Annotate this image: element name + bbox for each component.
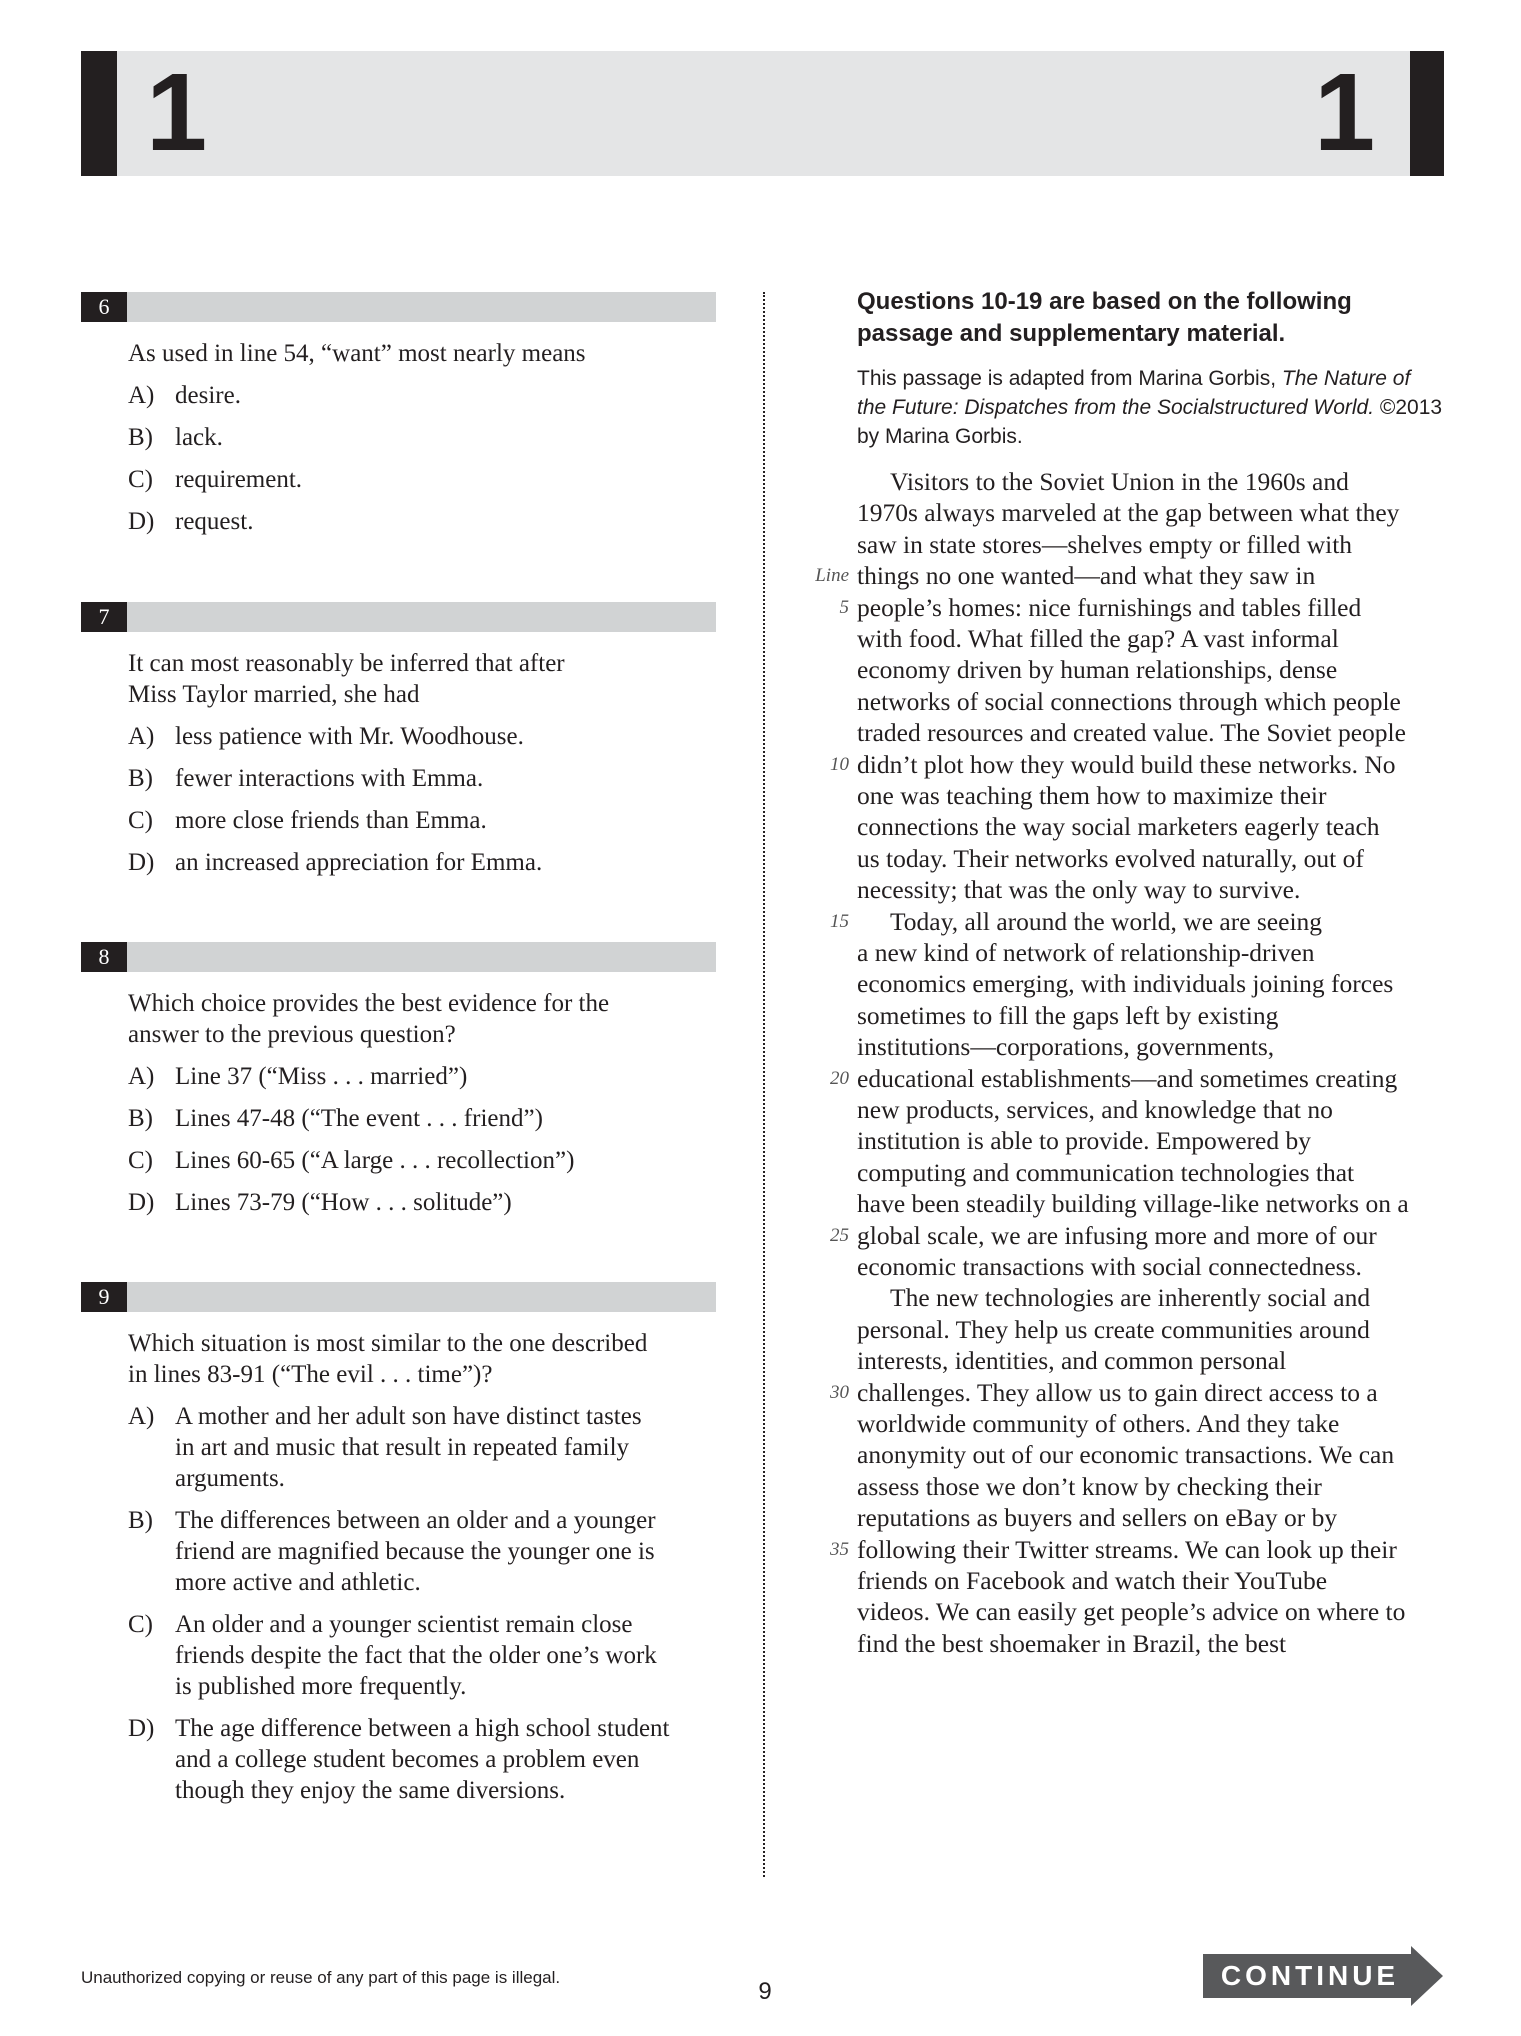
passage-line: institution is able to provide. Empowered by (857, 1126, 1311, 1156)
option-letter: B) (128, 765, 153, 792)
option-text: fewer interactions with Emma. (175, 765, 484, 792)
question-6-bar (81, 292, 716, 322)
option-line: friend are magnified because the younger one is (175, 1538, 655, 1565)
passage-line: friends on Facebook and watch their YouTube (857, 1566, 1328, 1595)
stem-line: Which choice provides the best evidence for the (128, 990, 610, 1017)
question-7-bar (81, 602, 716, 632)
question-9-option-c[interactable] (128, 1609, 728, 1702)
passage-line: economics emerging, with individuals joining forces (857, 969, 1394, 999)
stem-line: in lines 83-91 (“The evil . . . time”)? (128, 1361, 493, 1388)
passage-line: sometimes to fill the gaps left by existing (857, 1000, 1279, 1030)
passage-line: necessity; that was the only way to survive. (857, 875, 1301, 905)
passage-line: traded resources and created value. The Soviet people (857, 718, 1406, 748)
passage-line: connections the way social marketers eagerly teach (857, 812, 1380, 842)
passage-line: reputations as buyers and sellers on eBay or by (857, 1503, 1338, 1533)
passage-line: videos. We can easily get people’s advice on where to (857, 1597, 1406, 1627)
question-7-stem (128, 648, 728, 710)
passage-line: have been steadily building village-like networks on a (857, 1189, 1409, 1219)
line-number: 5 (839, 596, 849, 618)
option-line: The age difference between a high school student (175, 1715, 670, 1742)
option-line: more active and athletic. (175, 1569, 421, 1596)
option-text: requirement. (175, 466, 303, 493)
option-letter: A) (128, 1403, 155, 1430)
option-letter: D) (128, 508, 155, 535)
option-letter: A) (128, 1063, 155, 1090)
line-number: 10 (830, 753, 849, 775)
question-7-option-c[interactable] (128, 805, 728, 836)
source-text: ©2013 (1374, 396, 1443, 419)
question-8-option-a[interactable] (128, 1061, 728, 1092)
option-line: though they enjoy the same diversions. (175, 1777, 566, 1804)
option-letter: C) (128, 807, 153, 834)
question-9-bar (81, 1282, 716, 1312)
option-text: Lines 73-79 (“How . . . solitude”) (175, 1189, 512, 1216)
option-line: arguments. (175, 1465, 285, 1492)
option-text: Lines 60-65 (“A large . . . recollection”) (175, 1147, 575, 1174)
source-text: by Marina Gorbis. (857, 425, 1023, 448)
option-letter: D) (128, 1189, 155, 1216)
question-number: 6 (81, 292, 127, 322)
continue-label: CONTINUE (1220, 1960, 1400, 1991)
passage-line: people’s homes: nice furnishings and tables filled (857, 592, 1362, 622)
question-number: 9 (81, 1282, 127, 1312)
page-number: 9 (758, 1978, 772, 2005)
option-text: Line 37 (“Miss . . . married”) (175, 1063, 468, 1090)
passage-line: saw in state stores—shelves empty or filled with (857, 529, 1353, 559)
option-text: desire. (175, 382, 241, 409)
question-9-option-a[interactable] (128, 1401, 728, 1494)
question-7-option-b[interactable] (128, 763, 728, 794)
option-text: less patience with Mr. Woodhouse. (175, 723, 524, 750)
passage-line: 1970s always marveled at the gap between what they (857, 498, 1400, 528)
header-bar-right (1410, 51, 1444, 176)
option-letter: D) (128, 849, 155, 876)
line-number: 35 (830, 1538, 849, 1560)
question-8-option-d[interactable] (128, 1187, 728, 1218)
question-8-bar (81, 942, 716, 972)
question-7-option-d[interactable] (128, 847, 728, 878)
question-9-option-b[interactable] (128, 1505, 728, 1598)
copyright-note: Unauthorized copying or reuse of any part of this page is illegal. (81, 1968, 561, 1987)
passage-line: challenges. They allow us to gain direct access to a (857, 1377, 1378, 1407)
column-divider (763, 292, 765, 1877)
section-number-left: 1 (146, 51, 208, 174)
option-line: and a college student becomes a problem even (175, 1746, 640, 1773)
source-text: This passage is adapted from Marina Gorbis, (857, 367, 1282, 390)
option-letter: C) (128, 1611, 153, 1638)
passage-line: things no one wanted—and what they saw in (857, 561, 1316, 591)
passage-line: The new technologies are inherently social and (890, 1283, 1371, 1313)
option-text: an increased appreciation for Emma. (175, 849, 543, 876)
option-text: Lines 47-48 (“The event . . . friend”) (175, 1105, 543, 1132)
line-number: 20 (830, 1067, 849, 1089)
option-letter: A) (128, 723, 155, 750)
passage-line: networks of social connections through which people (857, 686, 1401, 716)
question-number: 7 (81, 602, 127, 632)
question-7-option-a[interactable] (128, 721, 728, 752)
passage-intro (857, 286, 1457, 350)
option-text: more close friends than Emma. (175, 807, 487, 834)
option-text: lack. (175, 424, 223, 451)
passage-line: global scale, we are infusing more and more of our (857, 1220, 1377, 1250)
passage-line: new products, services, and knowledge that no (857, 1095, 1333, 1124)
stem-line: answer to the previous question? (128, 1021, 456, 1048)
option-line: An older and a younger scientist remain close (175, 1611, 633, 1638)
option-letter: D) (128, 1715, 155, 1742)
passage-line: educational establishments—and sometimes creating (857, 1063, 1398, 1093)
passage-line: computing and communication technologies that (857, 1157, 1355, 1187)
passage-line: economy driven by human relationships, dense (857, 655, 1338, 685)
question-6-option-d[interactable] (128, 506, 728, 537)
question-8-option-b[interactable] (128, 1103, 728, 1134)
question-6-option-c[interactable] (128, 464, 728, 495)
passage-line: didn’t plot how they would build these networks. No (857, 749, 1396, 779)
option-letter: C) (128, 466, 153, 493)
option-line: is published more frequently. (175, 1673, 467, 1700)
option-text (175, 1713, 728, 1806)
passage-line: institutions—corporations, governments, (857, 1032, 1275, 1062)
passage-line: anonymity out of our economic transactions. We can (857, 1440, 1395, 1470)
stem-line: It can most reasonably be inferred that after (128, 650, 565, 677)
line-label: Line (815, 565, 849, 587)
stem-line: Miss Taylor married, she had (128, 681, 420, 708)
question-8-stem (128, 988, 728, 1050)
passage-source (857, 364, 1447, 451)
option-text (175, 1401, 728, 1494)
passage-line: worldwide community of others. And they take (857, 1409, 1340, 1438)
passage-line: a new kind of network of relationship-driven (857, 938, 1315, 967)
option-letter: B) (128, 424, 153, 451)
passage-line: assess those we don’t know by checking their (857, 1471, 1322, 1501)
passage-line: interests, identities, and common personal (857, 1346, 1287, 1376)
option-line: A mother and her adult son have distinct tastes (175, 1403, 642, 1430)
passage-line: following their Twitter streams. We can look up their (857, 1534, 1397, 1564)
passage-line: with food. What filled the gap? A vast informal (857, 624, 1339, 653)
section-header-band (81, 51, 1444, 176)
source-title: the Future: Dispatches from the Socialstructured World. (857, 396, 1375, 419)
passage-line: us today. Their networks evolved naturally, out of (857, 843, 1364, 873)
passage-line: one was teaching them how to maximize their (857, 781, 1327, 810)
question-6-option-a[interactable] (128, 380, 728, 411)
intro-line: passage and supplementary material. (857, 320, 1286, 347)
option-line: The differences between an older and a younger (175, 1507, 656, 1534)
question-8-option-c[interactable] (128, 1145, 728, 1176)
option-letter: B) (128, 1105, 153, 1132)
question-9-stem (128, 1328, 728, 1390)
passage-line: personal. They help us create communities around (857, 1314, 1370, 1344)
header-bar-left (81, 51, 117, 176)
option-line: friends despite the fact that the older one’s work (175, 1642, 657, 1669)
passage-line: find the best shoemaker in Brazil, the best (857, 1628, 1287, 1658)
passage-line: economic transactions with social connectedness. (857, 1252, 1362, 1281)
option-text (175, 1505, 728, 1598)
option-text: request. (175, 508, 254, 535)
passage-line: Today, all around the world, we are seeing (890, 906, 1323, 936)
passage-line: Visitors to the Soviet Union in the 1960s and (890, 467, 1349, 496)
question-number: 8 (81, 942, 127, 972)
line-number: 25 (830, 1224, 849, 1246)
option-line: in art and music that result in repeated family (175, 1434, 630, 1461)
question-6-option-b[interactable] (128, 422, 728, 453)
section-number-right: 1 (1314, 51, 1376, 174)
line-number: 30 (830, 1381, 849, 1403)
question-9-option-d[interactable] (128, 1713, 728, 1806)
question-6-stem: As used in line 54, “want” most nearly means (128, 340, 586, 367)
option-letter: B) (128, 1507, 153, 1534)
source-title: The Nature of (1281, 367, 1411, 390)
option-letter: C) (128, 1147, 153, 1174)
line-number: 15 (830, 910, 849, 932)
stem-line: Which situation is most similar to the one described (128, 1330, 648, 1357)
option-text (175, 1609, 728, 1702)
option-letter: A) (128, 382, 155, 409)
intro-line: Questions 10-19 are based on the following (857, 288, 1352, 315)
